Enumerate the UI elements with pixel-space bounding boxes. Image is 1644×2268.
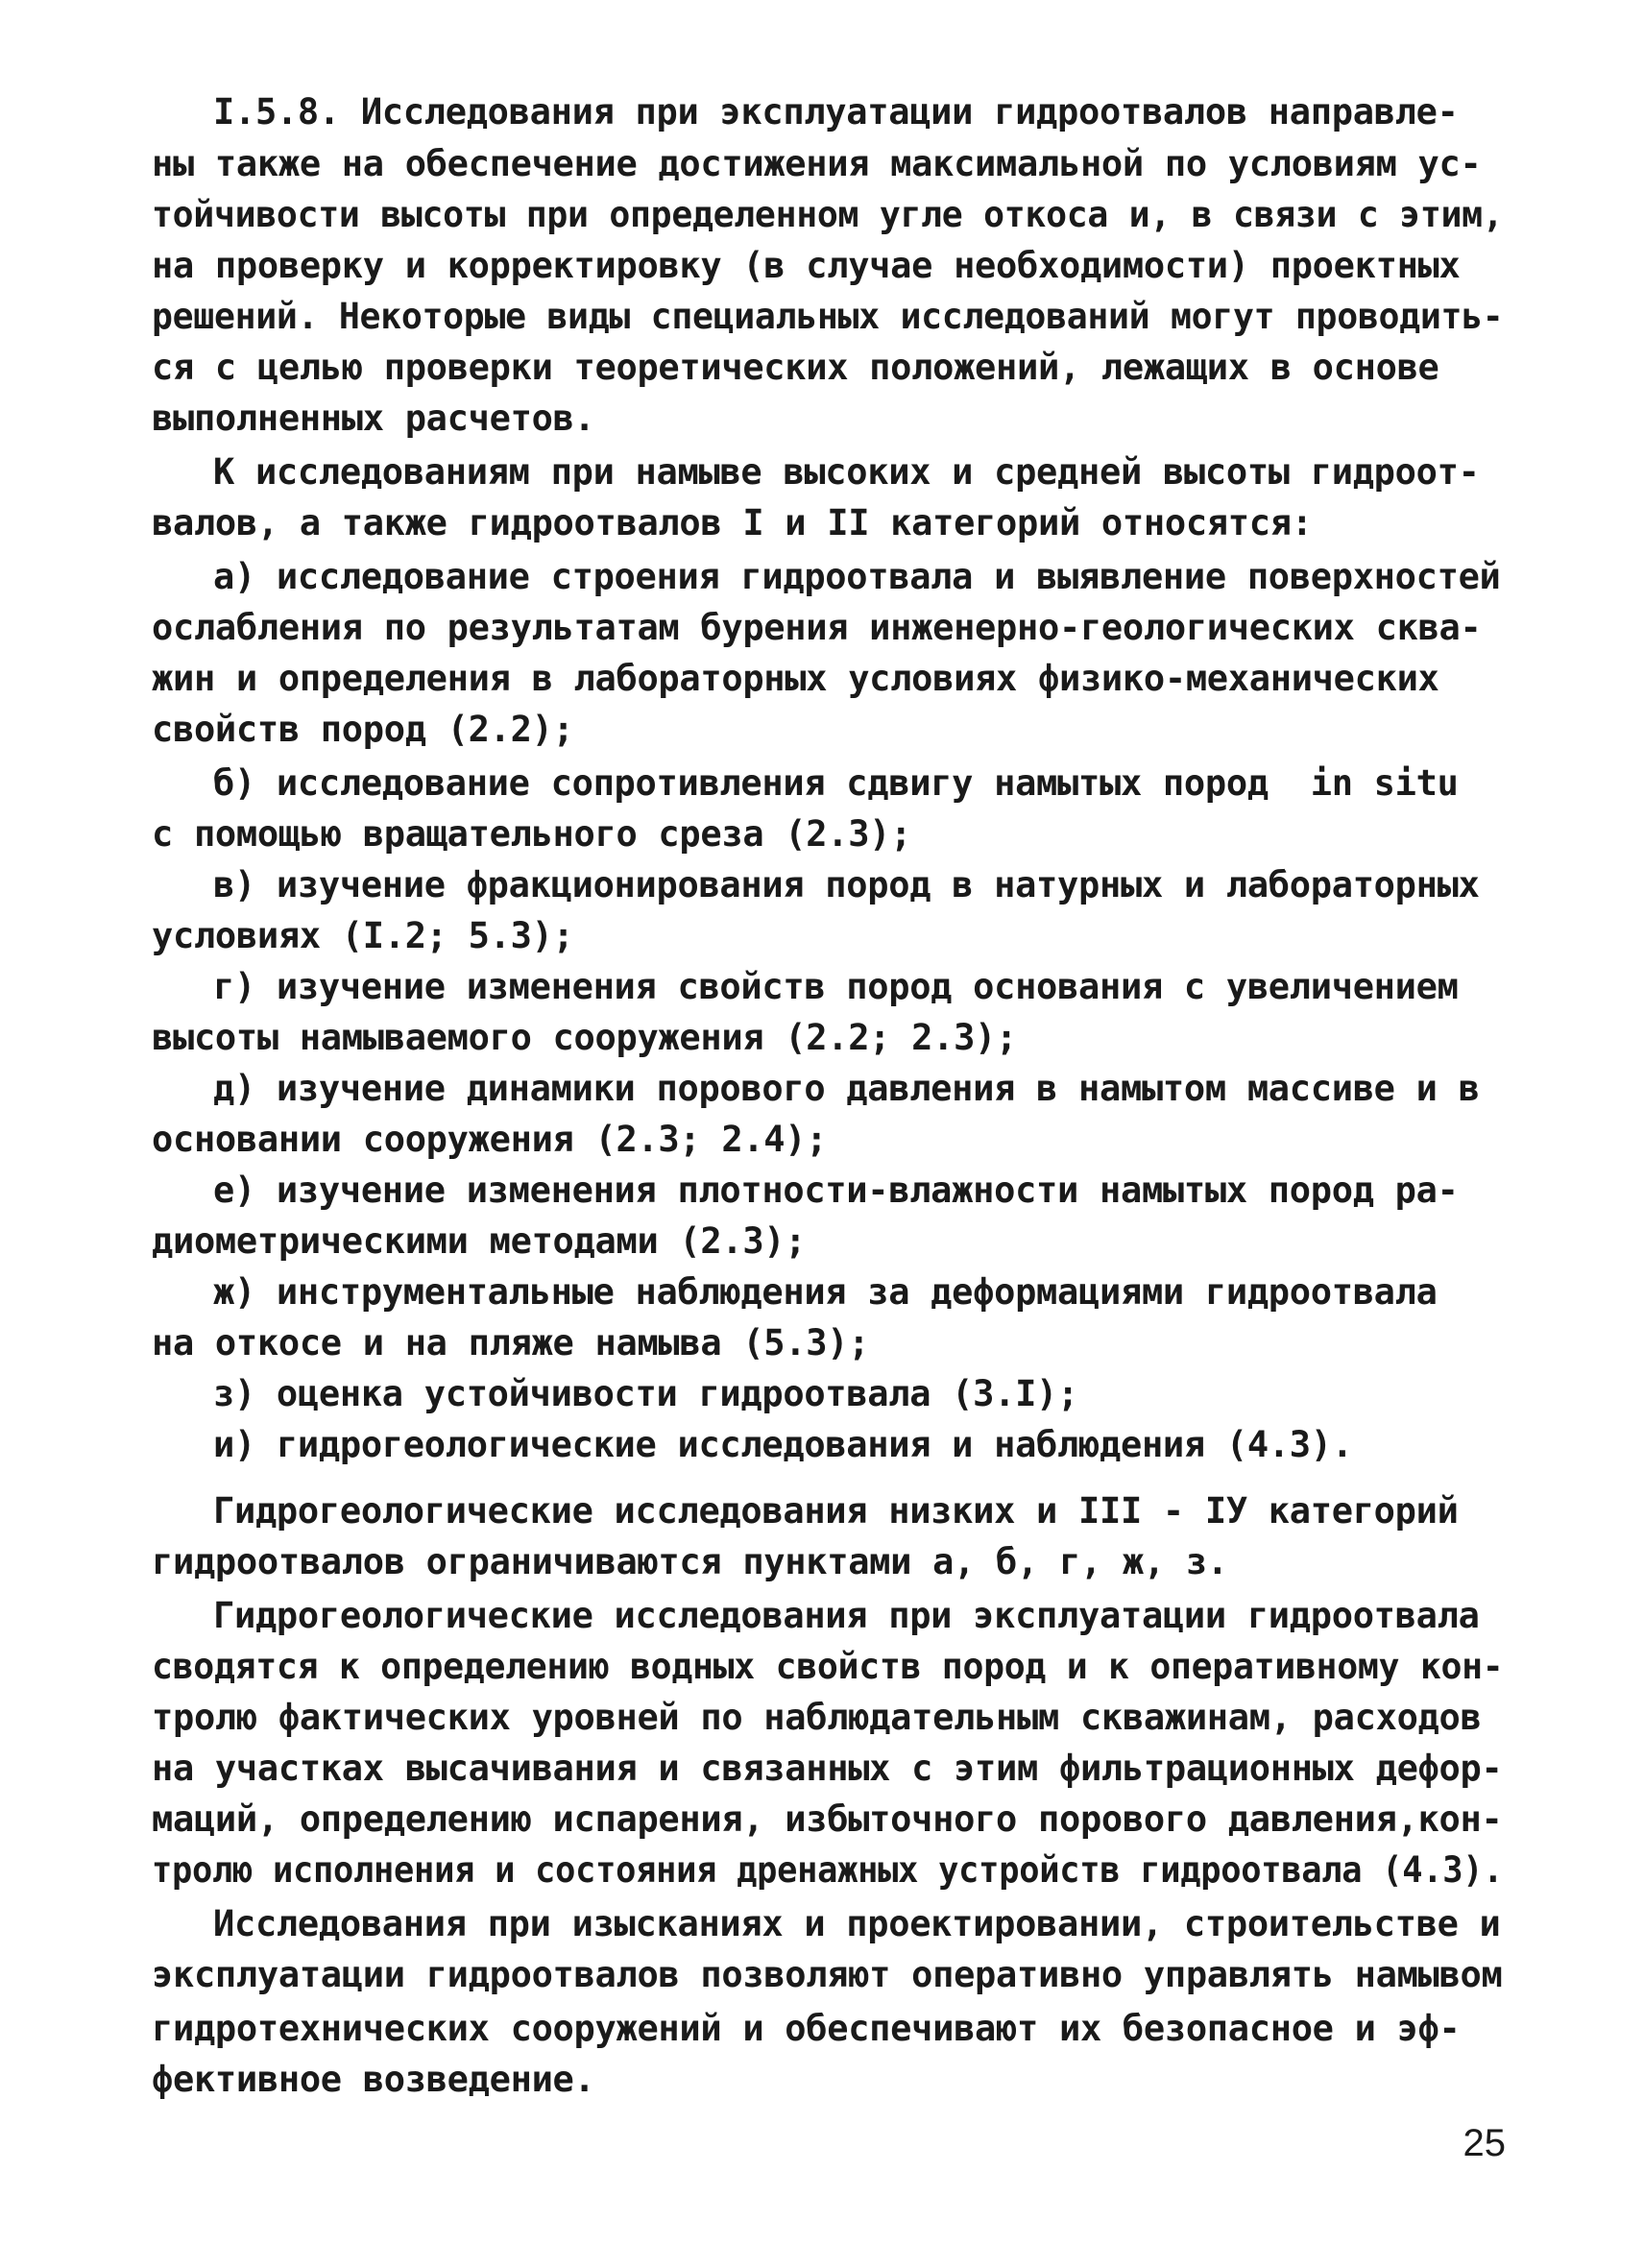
text-line: д) изучение динамики порового давления в намытом массиве и в xyxy=(213,1068,1480,1109)
text-line: в) изучение фракционирования пород в натурных и лабораторных xyxy=(213,864,1480,905)
text-line: Гидрогеологические исследования при эксплуатации гидроотвала xyxy=(213,1595,1480,1636)
text-line: на откосе и на пляже намыва (5.3); xyxy=(152,1322,870,1363)
text-line: тролю фактических уровней по наблюдательным скважинам, расходов xyxy=(152,1697,1482,1738)
text-line: Исследования при изысканиях и проектировании, строительстве и xyxy=(213,1903,1501,1944)
text-line: Гидрогеологические исследования низких и III - IУ категорий xyxy=(213,1490,1459,1532)
text-line: с помощью вращательного среза (2.3); xyxy=(152,813,912,855)
text-line: эксплуатации гидроотвалов позволяют оперативно управлять намывом xyxy=(152,1954,1503,1995)
text-line: гидротехнических сооружений и обеспечивают их безопасное и эф- xyxy=(152,2008,1461,2049)
text-line: ослабления по результатам бурения инженерно-геологических сква- xyxy=(152,607,1482,648)
text-line: и) гидрогеологические исследования и наблюдения (4.3). xyxy=(213,1424,1353,1465)
text-line: а) исследование строения гидроотвала и выявление поверхностей xyxy=(213,556,1501,597)
text-line: ся с целью проверки теоретических положений, лежащих в основе xyxy=(152,347,1439,388)
text-line: высоты намываемого сооружения (2.2; 2.3); xyxy=(152,1017,1018,1058)
text-line: свойств пород (2.2); xyxy=(152,709,574,750)
text-line: б) исследование сопротивления сдвигу намытых пород in situ xyxy=(213,762,1459,804)
text-line: I.5.8. Исследования при эксплуатации гидроотвалов направле- xyxy=(213,91,1459,133)
text-line: ны также на обеспечение достижения максимальной по условиям ус- xyxy=(152,143,1482,184)
text-line: диометрическими методами (2.3); xyxy=(152,1220,807,1262)
text-line: гидроотвалов ограничиваются пунктами а, б, г, ж, з. xyxy=(152,1541,1228,1582)
text-line: решений. Некоторые виды специальных исследований могут проводить- xyxy=(152,296,1504,337)
text-line: сводятся к определению водных свойств пород и к оперативному кон- xyxy=(152,1646,1504,1687)
text-line: жин и определения в лабораторных условиях физико-механических xyxy=(152,658,1439,699)
text-line: тойчивости высоты при определенном угле откоса и, в связи с этим, xyxy=(152,194,1504,235)
text-line: К исследованиям при намыве высоких и средней высоты гидроот- xyxy=(213,451,1480,493)
text-line: маций, определению испарения, избыточного порового давления,кон- xyxy=(152,1798,1503,1840)
text-line: основании сооружения (2.3; 2.4); xyxy=(152,1119,828,1160)
text-line: тролю исполнения и состояния дренажных устройств гидроотвала (4.3). xyxy=(152,1849,1504,1891)
text-line: условиях (I.2; 5.3); xyxy=(152,915,574,956)
text-line: фективное возведение. xyxy=(152,2059,595,2100)
text-line: е) изучение изменения плотности-влажности намытых пород ра- xyxy=(213,1170,1459,1211)
text-line: г) изучение изменения свойств пород основания с увеличением xyxy=(213,966,1459,1007)
page-number: 25 xyxy=(1463,2122,1506,2164)
text-line: на участках высачивания и связанных с этим фильтрационных дефор- xyxy=(152,1748,1503,1789)
text-line: валов, а также гидроотвалов I и II категорий относятся: xyxy=(152,502,1313,543)
text-line: на проверку и корректировку (в случае необходимости) проектных xyxy=(152,245,1461,286)
text-line: з) оценка устойчивости гидроотвала (3.I); xyxy=(213,1373,1079,1414)
text-line: выполненных расчетов. xyxy=(152,398,595,439)
text-line: ж) инструментальные наблюдения за деформациями гидроотвала xyxy=(213,1271,1438,1313)
